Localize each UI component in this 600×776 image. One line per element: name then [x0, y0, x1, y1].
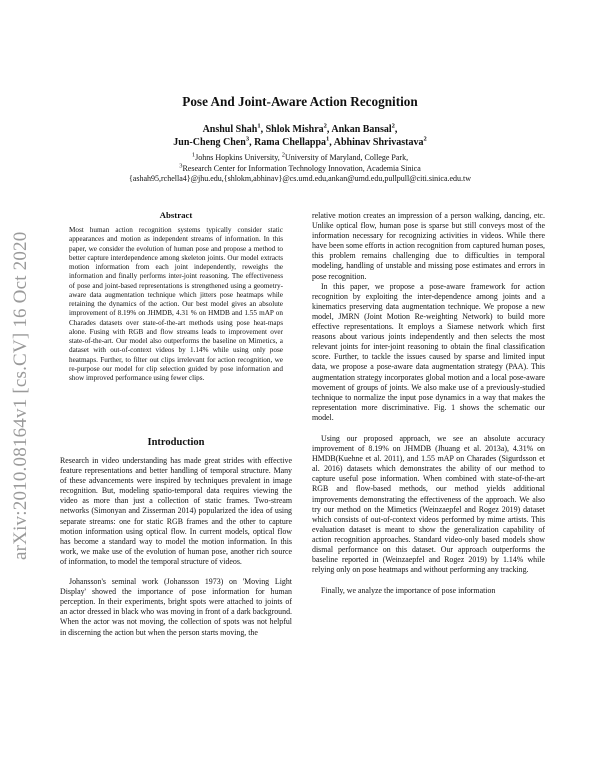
- affiliation-line: [40, 161, 560, 175]
- right-column-body: [312, 211, 545, 596]
- arxiv-identifier-stamp: arXiv:2010.08164v1 [cs.CV] 16 Oct 2020: [10, 231, 31, 560]
- author-list: Anshul Shah$^1$, Shlok Mishra$^2$, Ankan Bansal$^2$, Jun-Cheng Chen$^3$, Rama Chellappa$^1$, Abhinav Shrivastava$^2$: [173, 122, 427, 148]
- paragraph: Using our proposed approach, we see an absolute accuracy improvement of 8.19% on JHMDB (Jhuang et al. 2013a), 4.31% on HMDB(Kuehne et al. 2011), and 1.55 mAP on Charades (Sigurdsson et al. 2016) datasets which demonstrates the ability of our method to capture useful pose information. When combined with state-of-the-art RGB and flow-based methods, our method yields additional improvements demonstrating the effectiveness of the approach. We also try our method on the Mimetics (Weinzaepfel and Rogez 2019) dataset which consists of out-of-context videos performed by mime artists. This evaluation dataset is meant to show the generalization capability of action recognition approaches. Standard video-only based models show dismal performance on this dataset. Our approach outperforms the baseline reported in (Weinzaepfel and Rogez 2019) by 1.14% while relying only on pose heatmaps and without performing any tracking.: [312, 433, 545, 575]
- affiliation-text: Johns Hopkins University,: [195, 153, 282, 162]
- abstract-text: Most human action recognition systems typically consider static appearances and motion as independent streams of information. In this paper, we consider the evolution of human pose and propose a method to better capture interdependence among skeleton joints. Our model extracts motion information from each joint independently, reweighs the information and finally performs inter-joint reasoning. The effectiveness of pose and joint-based representations is strengthened using a geometry-aware data augmentation technique which jitters pose heatmaps while retaining the dynamics of the action. Our best model gives an absolute improvement of 8.19% on JHMDB, 4.31 % on HMDB and 1.55 mAP on Charades datasets over state-of-the-art methods using pose heat-maps alone. Fusing with RGB and flow streams leads to improvement over state-of-the-art. Our model also outperforms the baseline on Mimetics, a dataset with out-of-context videos by 1.14% while using only pose heatmaps. Further, to filter out clips irrelevant for action recognition, we re-purpose our model for clip selection guided by pose information and show improved performance using fewer clips.: [69, 226, 283, 382]
- author-affiliation-mark: 2: [423, 135, 427, 143]
- author-name: Anshul Shah: [202, 124, 258, 135]
- paragraph: Finally, we analyze the importance of pose information: [321, 586, 496, 596]
- author-affiliation-mark: 3: [245, 135, 250, 143]
- author-name: Abhinav Shrivastava: [333, 137, 424, 148]
- affiliation-text: University of Maryland, College Park,: [285, 153, 409, 162]
- author-affiliation-mark: 1: [326, 135, 330, 143]
- paragraph: relative motion creates an impression of a person walking, dancing, etc. Unlike optical flow, human pose is sparse but still conveys most of the information necessary for recognizing activities in videos. While there have been some efforts in action recognition from captured human poses, this problem remains challenging due to difficulties in temporal modeling, handling of unstable and missing pose estimates and errors in pose recognition.: [312, 211, 545, 281]
- introduction-heading: Introduction: [147, 437, 205, 448]
- affiliation-mark: 3: [179, 161, 183, 169]
- author-name: Jun-Cheng Chen: [173, 137, 246, 148]
- author-affiliation-mark: 2: [323, 122, 327, 130]
- paragraph: In this paper, we propose a pose-aware framework for action recognition by exploiting the inter-dependence among joints and a kinematics preserving data augmentation technique. We propose a new model, JMRN (Joint Motion Re-weighting Network) to build more effective representations. It employs a Siamese network which first reasons about various joints independently and then selects the most relevant joints for inter-joint reasoning to obtain the final classification score. Further, to tackle the issues caused by sparse and limited input data, we propose a pose-aware data augmentation strategy (PAA). This augmentation strategy incorporates global motion and a local pose-aware movement of groups of joints. We also make use of a previously-studied technique to normalize the input pose dynamics in a way that makes the representation more discriminative. Fig. 1 shows the schematic our model.: [312, 281, 545, 422]
- author-name: Ankan Bansal: [331, 124, 392, 135]
- abstract-body: [69, 226, 283, 383]
- introduction-body: [60, 456, 292, 638]
- paper-title: Pose And Joint-Aware Action Recognition: [182, 94, 418, 109]
- paragraph: Research in video understanding has made great strides with effective feature representations and better handling of temporal structure. Many of these advancements were inspired by techniques prevalent in image recognition. But, modeling spatio-temporal data requires viewing the video as more than just a collection of static frames. Two-stream networks (Simonyan and Zisserman 2014) popularized the idea of using separate streams: one for static RGB frames and the other to capture motion information using optical flow. In current models, optical flow has become a standard way to model the motion information. In this work, we make use of the evolution of human pose, another rich source of information, to model the temporal structure of videos.: [60, 456, 292, 566]
- affiliation-mark: 2: [281, 151, 285, 159]
- author-affiliation-mark: 2: [391, 122, 395, 130]
- affiliation-mark: 1: [191, 151, 196, 159]
- author-name: Shlok Mishra: [265, 124, 324, 135]
- affiliation-block: [40, 153, 560, 185]
- author-affiliation-mark: 1: [257, 122, 261, 130]
- affiliation-line: [40, 153, 560, 164]
- author-name: Rama Chellappa: [254, 137, 327, 148]
- abstract-heading: Abstract: [159, 210, 193, 220]
- author-emails: {ashah95,rchella4}@jhu.edu,{shlokm,abhinav}@cs.umd.edu,ankan@umd.edu,pullpull@citi.sinica.edu.tw: [128, 174, 472, 183]
- affiliation-text: Research Center for Information Technology Innovation, Academia Sinica: [182, 163, 421, 173]
- paragraph: Johansson's seminal work (Johansson 1973) on 'Moving Light Display' showed the importance of pose information for human perception. In their experiments, bright spots were attached to joints of an actor dressed in black who was moving in front of a dark background. When the actor was not moving, the collection of spots was not helpful in discerning the action but when the person starts moving, the: [60, 577, 292, 637]
